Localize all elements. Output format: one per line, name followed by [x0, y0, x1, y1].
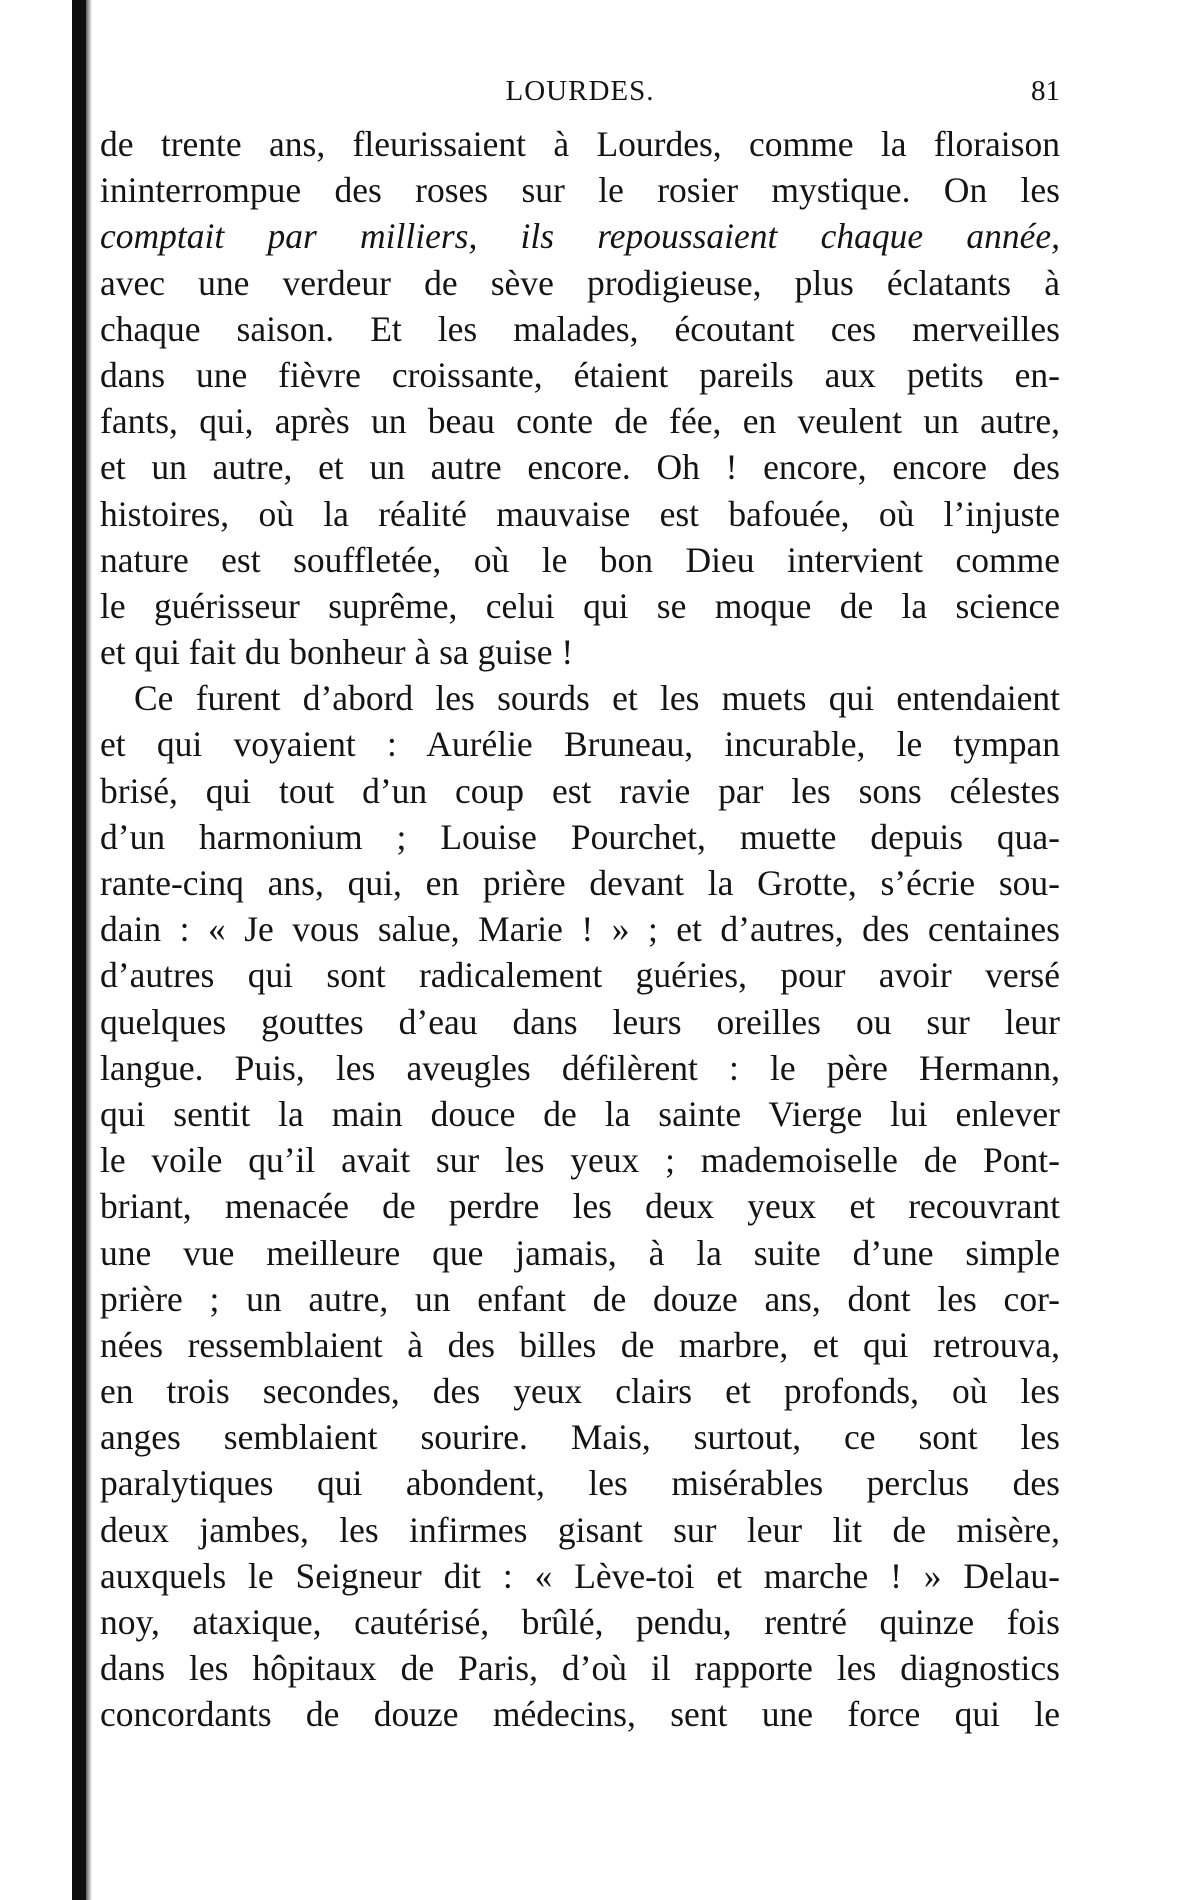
text-line: d’un harmonium ; Louise Pourchet, muette depuis qua-: [100, 816, 1060, 857]
text-line: qui sentit la main douce de la sainte Vierge lui enlever: [100, 1093, 1060, 1134]
text-line: et qui voyaient : Aurélie Bruneau, incurable, le tympan: [100, 724, 1060, 765]
text-line: prière ; un autre, un enfant de douze ans, dont les cor-: [100, 1278, 1060, 1319]
page-gutter-shadow: [86, 0, 92, 1900]
running-head: [100, 75, 1060, 115]
text-line: d’autres qui sont radicalement guéries, pour avoir versé: [100, 955, 1060, 996]
text-line: et qui fait du bonheur à sa guise !: [100, 632, 574, 673]
text-line: chaque saison. Et les malades, écoutant ces merveilles: [100, 308, 1060, 349]
text-line: ininterrompue des roses sur le rosier mystique. On les: [100, 170, 1060, 211]
page-number: 81: [1031, 75, 1060, 107]
text-line: auxquels le Seigneur dit : « Lève-toi et marche ! » Delau-: [100, 1555, 1060, 1596]
text-line: langue. Puis, les aveugles défilèrent : le père Hermann,: [100, 1047, 1060, 1088]
text-line: deux jambes, les infirmes gisant sur leur lit de misère,: [100, 1509, 1060, 1550]
text-line: noy, ataxique, cautérisé, brûlé, pendu, rentré quinze fois: [100, 1602, 1060, 1642]
text-line: rante-cinq ans, qui, en prière devant la Grotte, s’écrie sou-: [100, 863, 1060, 903]
text-line: avec une verdeur de sève prodigieuse, plus éclatants à: [100, 262, 1060, 303]
text-line: fants, qui, après un beau conte de fée, en veulent un autre,: [100, 401, 1060, 442]
text-line: anges semblaient sourire. Mais, surtout, ce sont les: [100, 1417, 1060, 1458]
text-line: briant, menacée de perdre les deux yeux et recouvrant: [100, 1186, 1060, 1227]
text-line: de trente ans, fleurissaient à Lourdes, comme la floraison: [100, 124, 1060, 164]
text-line: et un autre, et un autre encore. Oh ! encore, encore des: [100, 447, 1060, 488]
running-title: LOURDES.: [505, 75, 655, 107]
text-line: dain : « Je vous salue, Marie ! » ; et d’autres, des centaines: [100, 909, 1060, 950]
text-line: brisé, qui tout d’un coup est ravie par les sons célestes: [100, 770, 1060, 811]
book-page: [100, 75, 1060, 1738]
text-line: en trois secondes, des yeux clairs et profonds, où les: [100, 1371, 1060, 1412]
page-gutter-edge: [72, 0, 86, 1900]
text-line: dans les hôpitaux de Paris, d’où il rapporte les diagnostics: [100, 1648, 1060, 1689]
body-text: [100, 121, 1060, 1738]
text-line: dans une fièvre croissante, étaient pareils aux petits en-: [100, 354, 1060, 395]
text-line: une vue meilleure que jamais, à la suite d’une simple: [100, 1232, 1060, 1273]
text-line: nées ressemblaient à des billes de marbre, et qui retrouva,: [100, 1324, 1060, 1365]
text-line: quelques gouttes d’eau dans leurs oreilles ou sur leur: [100, 1001, 1060, 1042]
text-line: paralytiques qui abondent, les misérables perclus des: [100, 1463, 1060, 1504]
text-line: le guérisseur suprême, celui qui se moque de la science: [100, 585, 1060, 626]
text-line: le voile qu’il avait sur les yeux ; mademoiselle de Pont-: [100, 1140, 1060, 1181]
text-line: nature est souffletée, où le bon Dieu intervient comme: [100, 539, 1060, 580]
text-line: concordants de douze médecins, sent une force qui le: [100, 1694, 1060, 1735]
text-line: histoires, où la réalité mauvaise est bafouée, où l’injuste: [100, 493, 1060, 534]
text-line: Ce furent d’abord les sourds et les muets qui entendaient: [134, 678, 1060, 719]
text-line: comptait par milliers, ils repoussaient chaque année,: [100, 216, 1060, 257]
